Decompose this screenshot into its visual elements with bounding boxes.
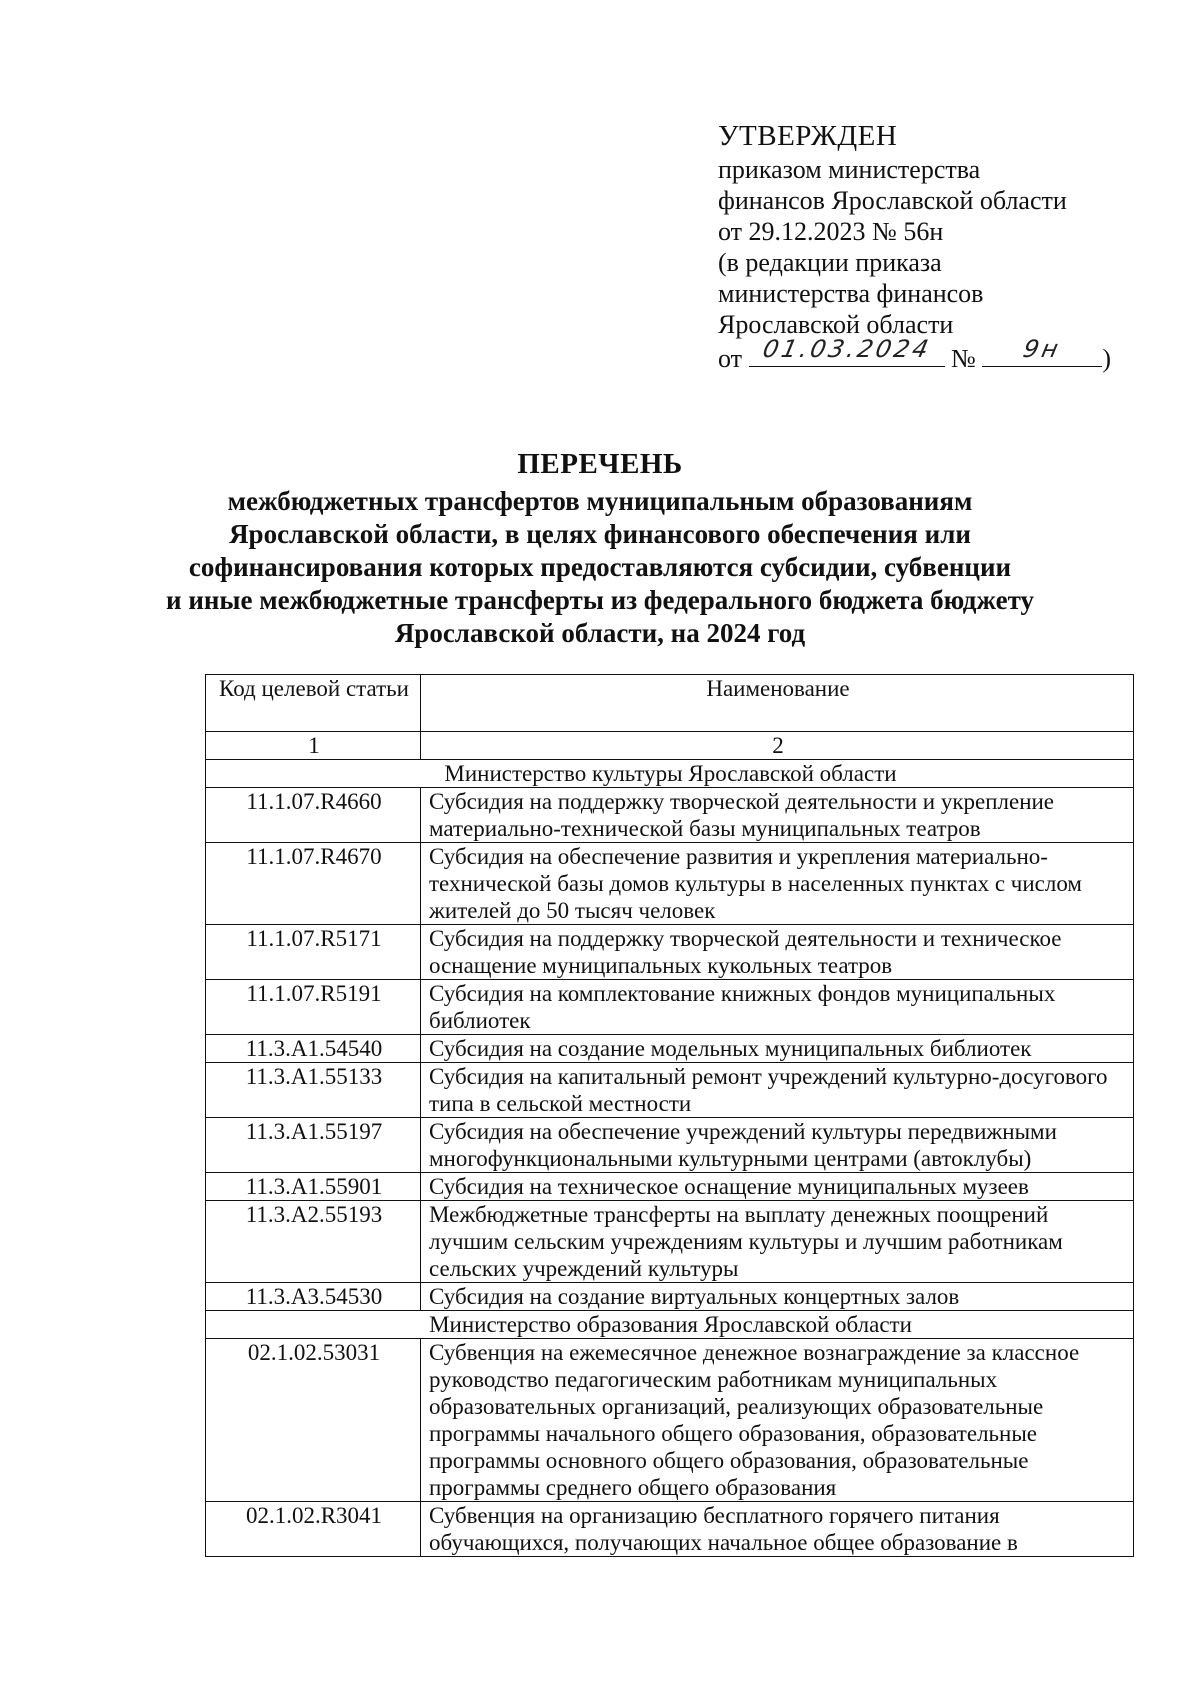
- section-title: Министерство образования Ярославской области: [206, 1311, 1134, 1339]
- column-header-name: Наименование: [421, 675, 1134, 732]
- target-code: 11.1.07.R5191: [206, 980, 421, 1035]
- target-code: 02.1.02.53031: [206, 1339, 421, 1502]
- transfer-name: Субвенция на ежемесячное денежное вознаграждение за классное руководство педагогическим работникам муниципальных образовательных организаций, реализующих образовательные программы начального общего образования, образовательные программы основного общего образования, образовательные программы среднего общего образования: [421, 1339, 1134, 1502]
- table-row: [206, 1118, 1134, 1173]
- approval-line: (в редакции приказа: [718, 248, 942, 277]
- section-row: [206, 760, 1134, 788]
- transfer-name: Межбюджетные трансферты на выплату денежных поощрений лучшим сельским учреждениям культуры и лучшим работникам сельских учреждений культуры: [421, 1201, 1134, 1283]
- target-code: 11.1.07.R4670: [206, 843, 421, 925]
- amendment-signature-row: [718, 335, 1178, 374]
- heading-line: и иные межбюджетные трансферты из федерального бюджета бюджету: [166, 585, 1034, 615]
- target-code: 11.3.A2.55193: [206, 1201, 421, 1283]
- target-code: 02.1.02.R3041: [206, 1502, 421, 1557]
- target-code: 11.3.A1.55133: [206, 1063, 421, 1118]
- from-label: от: [718, 344, 743, 373]
- table-row: [206, 788, 1134, 843]
- table-row: [206, 1283, 1134, 1311]
- target-code: 11.3.A1.54540: [206, 1035, 421, 1063]
- table-row: [206, 843, 1134, 925]
- heading-line: межбюджетных трансфертов муниципальным образованиям: [227, 486, 973, 516]
- number-label: №: [951, 344, 976, 373]
- target-code: 11.3.A1.55197: [206, 1118, 421, 1173]
- table-row: [206, 1063, 1134, 1118]
- approval-line: финансов Ярославской области: [718, 186, 1067, 215]
- target-code: 11.1.07.R5171: [206, 925, 421, 980]
- transfer-name: Субсидия на капитальный ремонт учреждений культурно-досугового типа в сельской местности: [421, 1063, 1134, 1118]
- approval-line: Ярославской области: [718, 310, 954, 339]
- column-number: 1: [206, 732, 421, 760]
- transfers-table: [205, 674, 1134, 1557]
- document-heading: [150, 448, 1050, 650]
- table-row: [206, 1173, 1134, 1201]
- section-row: [206, 1311, 1134, 1339]
- table-row: [206, 980, 1134, 1035]
- target-code: 11.3.A1.55901: [206, 1173, 421, 1201]
- transfer-name: Субсидия на обеспечение развития и укрепления материально-технической базы домов культуры в населенных пунктах с числом жителей до 50 тысяч человек: [421, 843, 1134, 925]
- handwritten-number: 9н: [1020, 335, 1064, 363]
- column-header-code: Код целевой статьи: [206, 675, 421, 732]
- approval-line: от 29.12.2023 № 56н: [718, 217, 944, 246]
- transfer-name: Субсидия на поддержку творческой деятельности и техническое оснащение муниципальных кукольных театров: [421, 925, 1134, 980]
- number-blank: [982, 335, 1102, 367]
- approval-line: приказом министерства: [718, 155, 981, 184]
- column-number: 2: [421, 732, 1134, 760]
- target-code: 11.3.A3.54530: [206, 1283, 421, 1311]
- table-row: [206, 925, 1134, 980]
- transfer-name: Субвенция на организацию бесплатного горячего питания обучающихся, получающих начальное общее образование в: [421, 1502, 1134, 1557]
- heading-line: софинансирования которых предоставляются субсидии, субвенции: [188, 552, 1012, 582]
- transfer-name: Субсидия на поддержку творческой деятельности и укрепление материально-технической базы муниципальных театров: [421, 788, 1134, 843]
- handwritten-date: 01.03.2024: [759, 335, 934, 363]
- section-title: Министерство культуры Ярославской области: [206, 760, 1134, 788]
- target-code: 11.1.07.R4660: [206, 788, 421, 843]
- transfer-name: Субсидия на комплектование книжных фондов муниципальных библиотек: [421, 980, 1134, 1035]
- transfer-name: Субсидия на техническое оснащение муниципальных музеев: [421, 1173, 1134, 1201]
- heading-line: Ярославской области, в целях финансового обеспечения или: [229, 519, 971, 549]
- transfer-name: Субсидия на создание виртуальных концертных залов: [421, 1283, 1134, 1311]
- transfer-name: Субсидия на обеспечение учреждений культуры передвижными многофункциональными культурными центрами (автоклубы): [421, 1118, 1134, 1173]
- date-blank: [749, 335, 945, 367]
- approval-block: [718, 118, 1178, 374]
- table-header-row: [206, 675, 1134, 732]
- column-number-row: [206, 732, 1134, 760]
- transfer-name: Субсидия на создание модельных муниципальных библиотек: [421, 1035, 1134, 1063]
- table-row: [206, 1339, 1134, 1502]
- table-row: [206, 1502, 1134, 1557]
- approval-line: министерства финансов: [718, 279, 984, 308]
- table-row: [206, 1201, 1134, 1283]
- closing-paren: ): [1102, 344, 1112, 373]
- document-title: ПЕРЕЧЕНЬ: [517, 448, 683, 480]
- heading-line: Ярославской области, на 2024 год: [394, 618, 806, 648]
- table-row: [206, 1035, 1134, 1063]
- approval-title: УТВЕРЖДЕН: [718, 120, 898, 152]
